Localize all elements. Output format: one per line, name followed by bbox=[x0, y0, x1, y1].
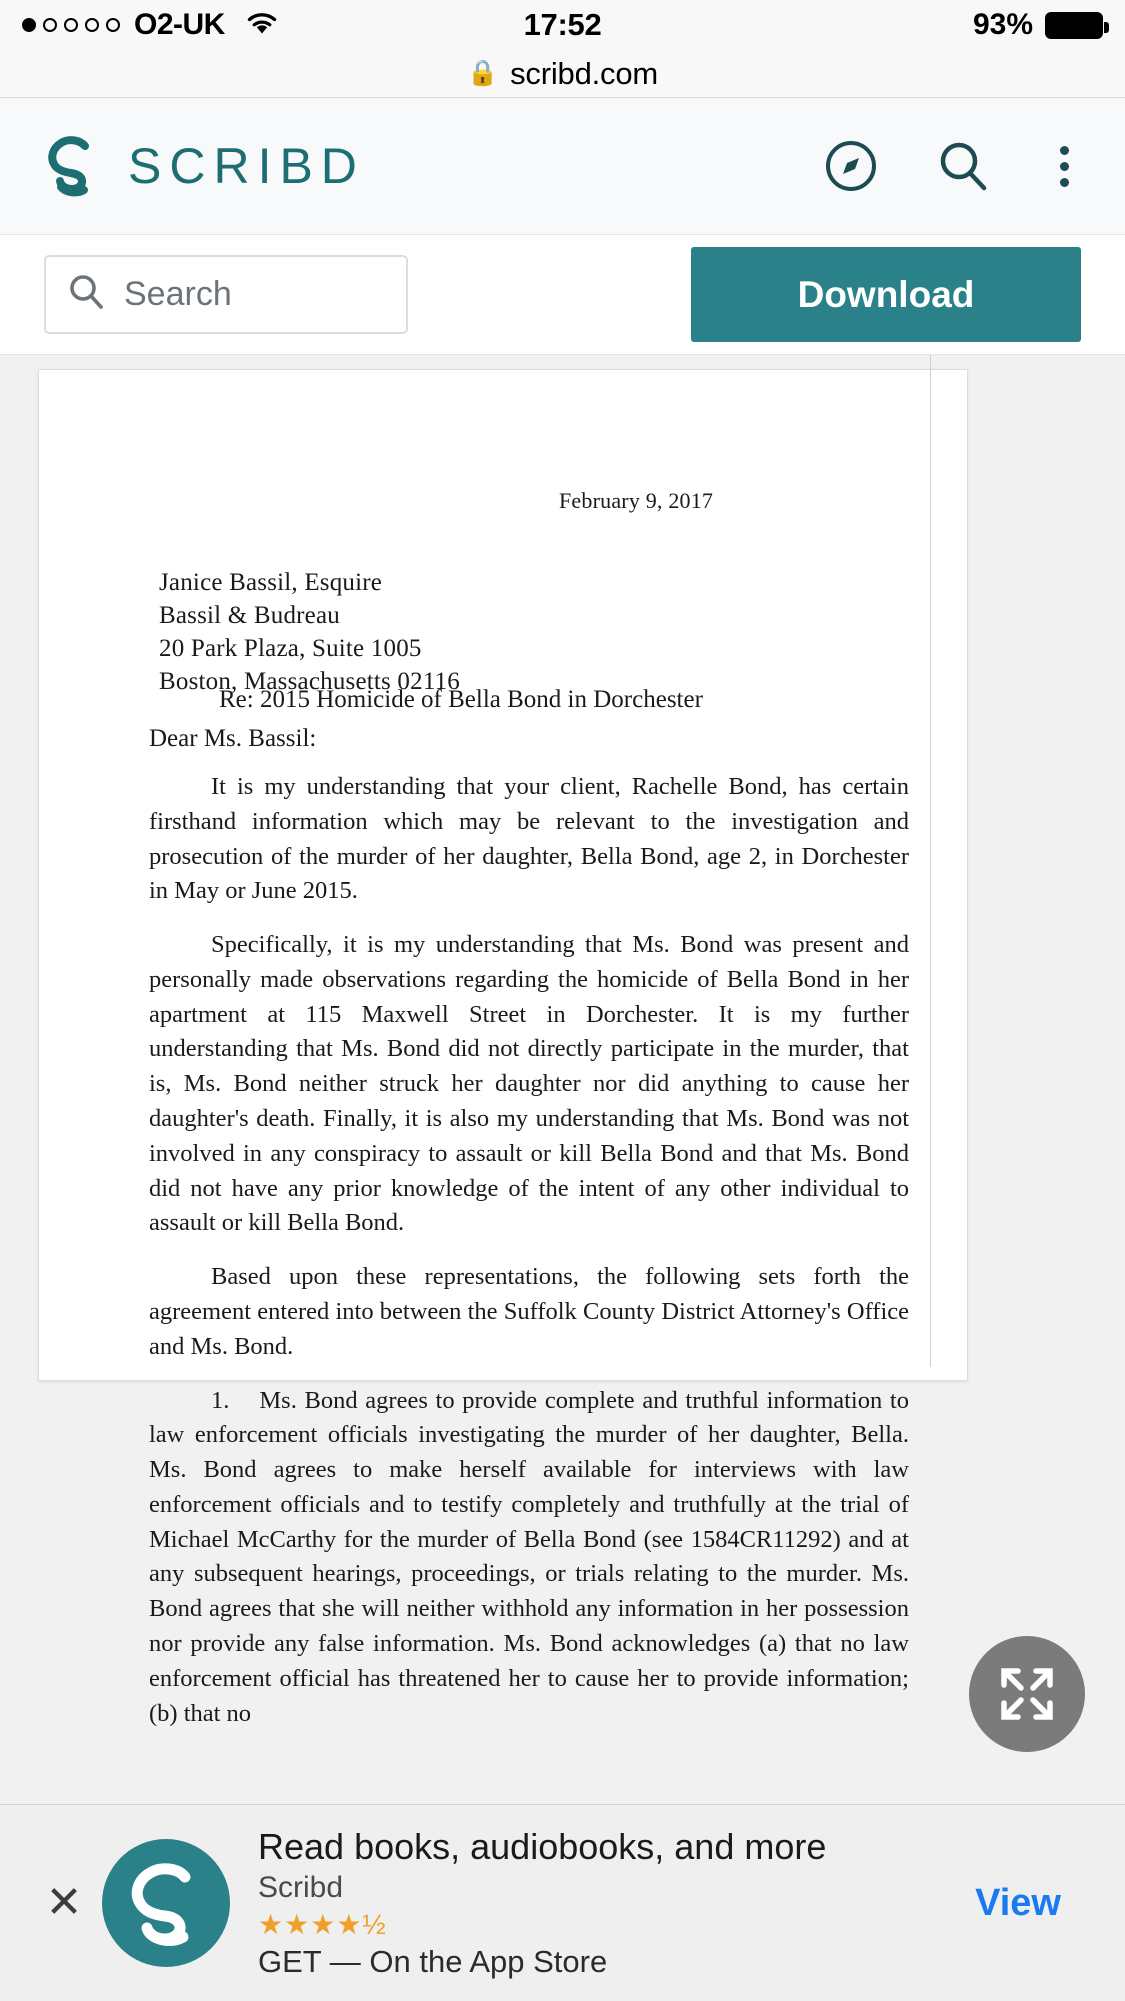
document-toolbar bbox=[0, 235, 1125, 355]
search-icon bbox=[68, 274, 104, 315]
app-headline: Read books, audiobooks, and more bbox=[258, 1826, 827, 1867]
brand-wordmark: SCRIBD bbox=[128, 138, 365, 194]
header-actions bbox=[824, 139, 1081, 193]
lock-icon: 🔒 bbox=[466, 59, 499, 87]
app-banner-text bbox=[258, 1826, 826, 1980]
close-icon[interactable]: ✕ bbox=[34, 1881, 94, 1925]
compass-icon[interactable] bbox=[824, 139, 878, 193]
addressee-line: Bassil & Budreau bbox=[159, 602, 340, 629]
search-icon[interactable] bbox=[936, 139, 990, 193]
document-viewport[interactable] bbox=[0, 355, 1125, 1804]
search-input[interactable] bbox=[44, 255, 408, 334]
addressee-line: Janice Bassil, Esquire bbox=[159, 569, 383, 596]
fullscreen-expand-icon[interactable] bbox=[969, 1636, 1085, 1752]
letter-paragraph: Based upon these representations, the following sets forth the agreement entered into between the Suffolk County District Attorney's Office and Ms. Bond. bbox=[149, 1263, 909, 1360]
url-label: scribd.com bbox=[510, 55, 658, 91]
letter-numbered-paragraph bbox=[149, 1384, 909, 1732]
list-number: 1. bbox=[211, 1386, 230, 1414]
list-text: Ms. Bond agrees to provide complete and truthful information to law enforcement officials investigating the murder of her daughter, Bella. Ms. Bond agrees to make herself available for interviews with law enforcement officials and to testify completely and truthfully at the trial of Michael McCarthy for the murder of Bella Bond (see 1584CR11292) and at any subsequent hearings, proceedings, or trials relating to the murder. Ms. Bond agrees that she will neither withhold any information in her possession nor provide any false information. Ms. Bond acknowledges (a) that no law enforcement official has threatened her to cause her to provide information; (b) that no bbox=[149, 1386, 909, 1727]
ios-status-bar bbox=[0, 0, 1125, 50]
app-developer: Scribd bbox=[258, 1871, 344, 1904]
letter-re-line: Re: 2015 Homicide of Bella Bond in Dorchester bbox=[219, 686, 703, 713]
document-page bbox=[38, 369, 968, 1727]
browser-url-bar[interactable] bbox=[0, 50, 1125, 98]
search-input-placeholder: Search bbox=[124, 275, 232, 313]
scribd-site-header bbox=[0, 98, 1125, 235]
status-bar-clock: 17:52 bbox=[523, 7, 602, 42]
letter-date: February 9, 2017 bbox=[559, 488, 714, 513]
carrier-label: O2-UK bbox=[134, 8, 225, 41]
letter-addressee bbox=[159, 566, 460, 698]
letter-paragraph: Specifically, it is my understanding that Ms. Bond was present and personally made observations regarding the homicide of Bella Bond in her apartment at 115 Maxwell Street in Dorchester. It is my further understanding that Ms. Bond did not directly participate in the murder, that is, Ms. Bond neither struck her daughter nor did anything to cause her daughter's death. Finally, it is also my understanding that Ms. Bond was not involved in any conspiracy to assault or kill Bella Bond and that Ms. Bond did not have any prior knowledge of the intent of any other individual to assault or kill Bella Bond. bbox=[149, 931, 909, 1237]
addressee-line: 20 Park Plaza, Suite 1005 bbox=[159, 635, 422, 662]
letter-paragraph: It is my understanding that your client, Rachelle Bond, has certain firsthand information which may be relevant to the investigation and prosecution of the murder of her daughter, Bella Bond, age 2, in Dorchester in May or June 2015. bbox=[149, 773, 909, 905]
brand-home-link[interactable] bbox=[44, 135, 365, 197]
letter-body bbox=[149, 770, 909, 1750]
scribd-logo-icon bbox=[44, 135, 102, 197]
addressee-line: Boston, Massachusetts 02116 bbox=[159, 668, 460, 695]
download-button[interactable]: Download bbox=[691, 247, 1081, 342]
battery-full-icon bbox=[1045, 12, 1103, 39]
app-install-banner bbox=[0, 1804, 1125, 2001]
kebab-menu-icon[interactable] bbox=[1048, 142, 1081, 191]
battery-percent-label: 93% bbox=[972, 8, 1033, 41]
view-button[interactable]: View bbox=[975, 1881, 1061, 1924]
app-price-label: GET — On the App Store bbox=[258, 1944, 608, 1979]
app-rating-stars: ★★★★½ bbox=[258, 1909, 387, 1940]
scribd-app-icon bbox=[102, 1839, 230, 1967]
letter-salutation: Dear Ms. Bassil: bbox=[149, 725, 317, 752]
page-edge-divider bbox=[930, 355, 931, 1367]
